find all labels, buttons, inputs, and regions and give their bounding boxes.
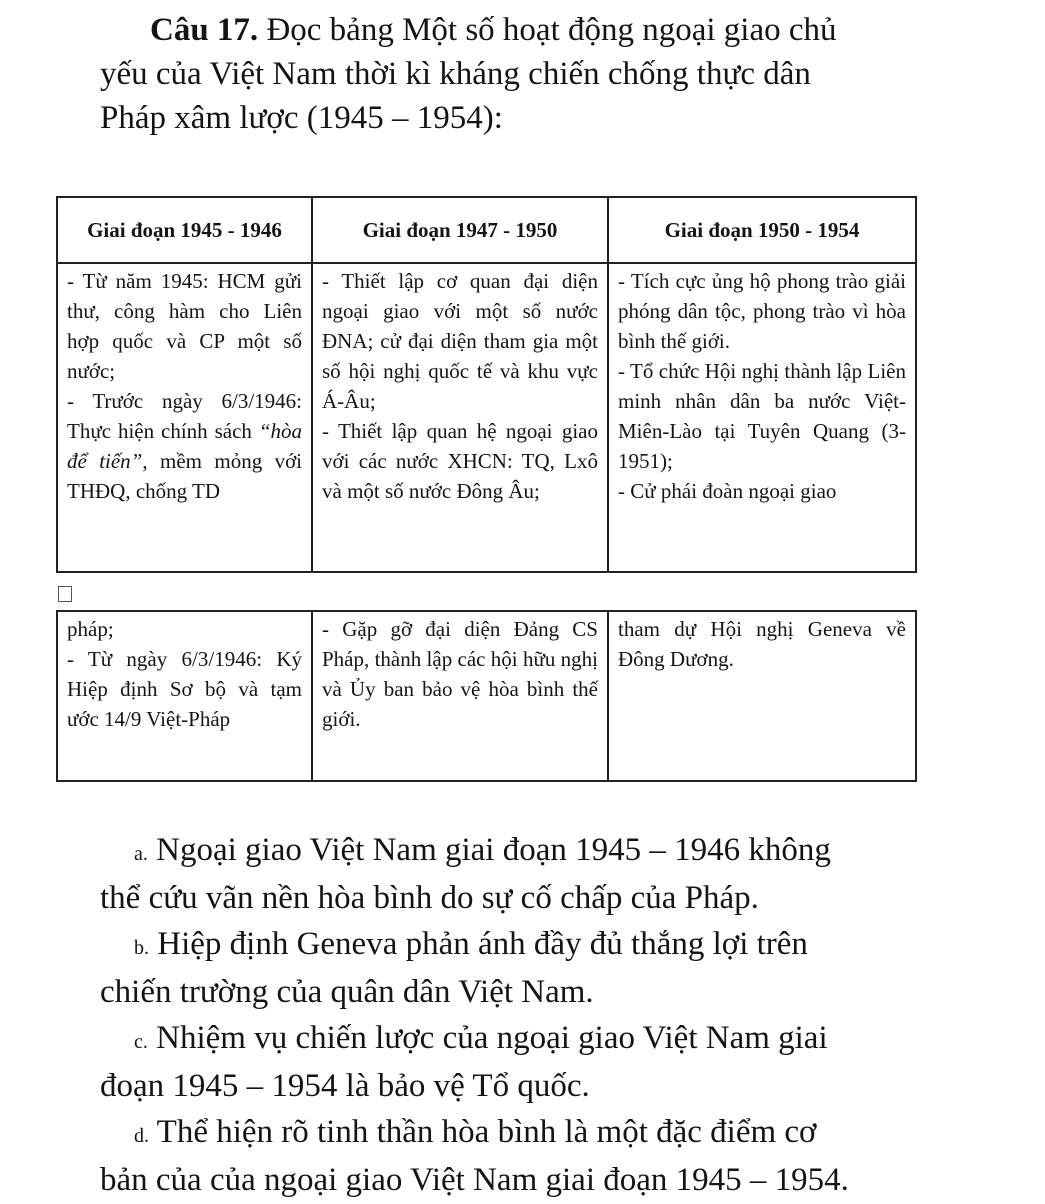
statement-text: Hiệp định Geneva phản ánh đầy đủ thắng lợi trên: [157, 926, 808, 962]
statement-text: Nhiệm vụ chiến lược của ngoại giao Việt Nam giai: [156, 1020, 828, 1056]
cell-text: - Từ năm 1945: HCM gửi thư, công hàm cho Liên hợp quốc và CP một số nước;: [67, 269, 302, 383]
cell-1945-1946-cont: [57, 611, 312, 781]
statement-b: [100, 922, 960, 1014]
question-text-line1: Đọc bảng Một số hoạt động ngoại giao chủ: [266, 12, 837, 48]
cell-1947-1950: [312, 263, 608, 572]
statement-letter: c.: [134, 1031, 148, 1053]
statement-text: thể cứu vãn nền hòa bình do sự cố chấp của Pháp.: [100, 880, 759, 916]
cell-text: - Gặp gỡ đại diện Đảng CS Pháp, thành lập các hội hữu nghị và Ủy ban bảo vệ hòa bình thế giới.: [322, 617, 598, 731]
header-1950-1954: Giai đoạn 1950 - 1954: [608, 197, 916, 263]
cell-text: tham dự Hội nghị Geneva về Đông Dương.: [618, 617, 906, 671]
statement-c: [100, 1016, 960, 1108]
cell-1945-1946: [57, 263, 312, 572]
statement-letter: b.: [134, 937, 149, 959]
cell-text: - Tích cực ủng hộ phong trào giải phóng dân tộc, phong trào vì hòa bình thế giới.: [618, 269, 906, 353]
header-1945-1946: Giai đoạn 1945 - 1946: [57, 197, 312, 263]
cell-text: , mềm mỏng với THĐQ, chống TD: [67, 449, 303, 503]
cell-1950-1954: [608, 263, 916, 572]
statement-text: chiến trường của quân dân Việt Nam.: [100, 974, 594, 1010]
placeholder-box-icon: [58, 586, 72, 602]
question-text-line2: yếu của Việt Nam thời kì kháng chiến chống thực dân: [100, 56, 811, 92]
statement-d: [100, 1110, 960, 1202]
cell-text: - Từ ngày 6/3/1946: Ký Hiệp định Sơ bộ và tạm ước 14/9 Việt-Pháp: [67, 647, 302, 731]
statement-text: đoạn 1945 – 1954 là bảo vệ Tổ quốc.: [100, 1068, 590, 1104]
cell-text-italic: “hòa để tiến”: [67, 419, 303, 473]
statement-text: Ngoại giao Việt Nam giai đoạn 1945 – 1946 không: [156, 832, 831, 868]
cell-1950-1954-cont: [608, 611, 916, 781]
cell-text: - Thiết lập quan hệ ngoại giao với các nước XHCN: TQ, Lxô và một số nước Đông Âu;: [322, 419, 598, 503]
cell-text: - Cử phái đoàn ngoại giao: [618, 479, 837, 503]
table-row: [57, 263, 916, 572]
cell-text: - Trước ngày 6/3/1946: Thực hiện chính sách: [67, 389, 302, 443]
cell-text: - Tổ chức Hội nghị thành lập Liên minh nhân dân ba nước Việt-Miên-Lào tại Tuyên Quang (3-1951);: [618, 359, 906, 473]
table-header-row: [57, 197, 916, 263]
statement-a: [100, 828, 960, 920]
statement-text: bản của của ngoại giao Việt Nam giai đoạn 1945 – 1954.: [100, 1162, 849, 1198]
statement-letter: a.: [134, 843, 148, 865]
statement-letter: d.: [134, 1125, 149, 1147]
diplomacy-table-part2: [56, 610, 917, 782]
cell-text: - Thiết lập cơ quan đại diện ngoại giao với một số nước ĐNA; cử đại diện tham gia một số hội nghị quốc tế và khu vực Á-Âu;: [322, 269, 598, 413]
header-1947-1950: Giai đoạn 1947 - 1950: [312, 197, 608, 263]
question-label: Câu 17.: [150, 12, 259, 48]
statement-text: Thể hiện rõ tinh thần hòa bình là một đặc điểm cơ: [156, 1114, 817, 1150]
cell-text: pháp;: [67, 617, 114, 641]
cell-1947-1950-cont: [312, 611, 608, 781]
question-text-line3: Pháp xâm lược (1945 – 1954):: [100, 100, 503, 136]
question-prompt: [100, 8, 1000, 140]
answer-statements: [100, 828, 960, 1204]
table-row: [57, 611, 916, 781]
diplomacy-table-part1: [56, 196, 917, 573]
